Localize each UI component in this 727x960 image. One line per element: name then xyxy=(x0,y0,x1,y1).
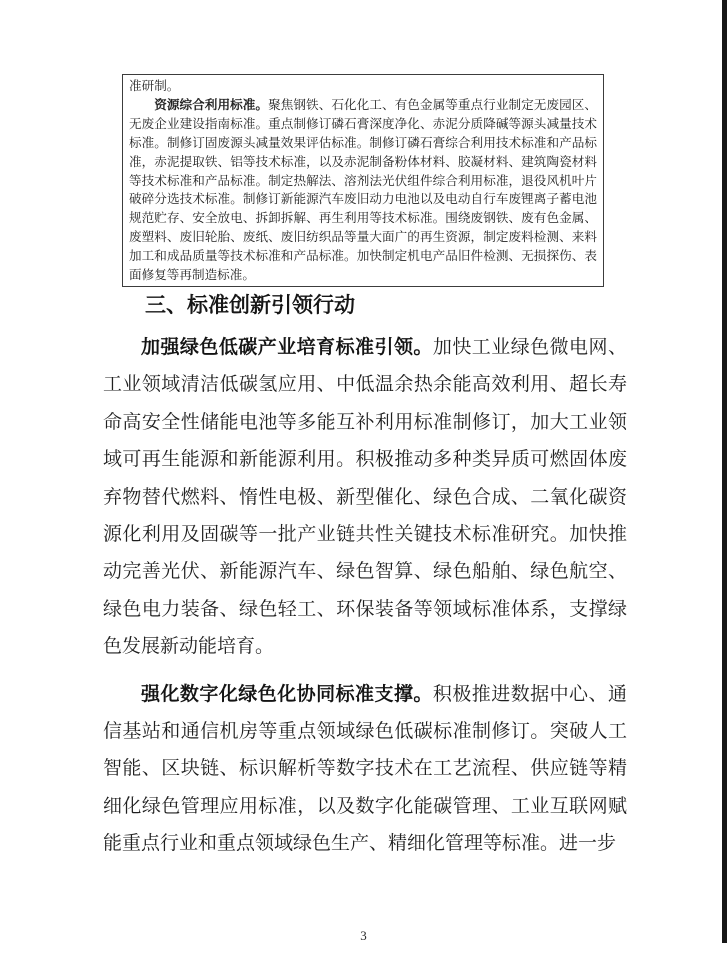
paragraph-green-industry xyxy=(103,329,627,666)
paragraph-green-industry-bold-lead: 加强绿色低碳产业培育标准引领。 xyxy=(141,337,433,358)
note-paragraph xyxy=(129,96,597,285)
note-paragraph-text: 聚焦钢铁、石化化工、有色金属等重点行业制定无废园区、无废企业建设指南标准。重点制修订磷石膏深度净化、赤泥分质降碱等源头减量技术标准。制修订固废源头减量效果评估标准。制修订磷石膏综合利用技术标准和产品标准，赤泥提取铁、铝等技术标准，以及赤泥制备粉体材料、胶凝材料、建筑陶瓷材料等技术标准和产品标准。制定热解法、溶剂法光伏组件综合利用标准，退役风机叶片破碎分选技术标准。制修订新能源汽车废旧动力电池以及电动自行车废锂离子蓄电池规范贮存、安全放电、拆卸拆解、再生利用等技术标准。围绕废钢铁、废有色金属、废塑料、废旧轮胎、废纸、废旧纺织品等量大面广的再生资源，制定废料检测、来料加工和成品质量等技术标准和产品标准。加快制定机电产品旧件检测、无损探伤、表面修复等再制造标准。 xyxy=(129,97,598,283)
paragraph-digital-green xyxy=(103,676,627,863)
carryover-line: 准研制。 xyxy=(129,79,180,93)
scan-edge-strip xyxy=(722,0,727,943)
section-heading: 三、标准创新引领行动 xyxy=(145,294,355,317)
main-content xyxy=(103,286,627,863)
note-paragraph-bold-lead: 资源综合利用标准。 xyxy=(154,97,269,112)
paragraph-digital-green-text: 积极推进数据中心、通信基站和通信机房等重点领域绿色低碳标准制修订。突破人工智能、区块链、标识解析等数字技术在工艺流程、供应链等精细化绿色管理应用标准，以及数字化能碳管理、工业互联网赋能重点行业和重点领域绿色生产、精细化管理等标准。进一步 xyxy=(103,683,627,855)
resource-utilization-note-box xyxy=(122,74,604,287)
paragraph-green-industry-text: 加快工业绿色微电网、工业领域清洁低碳氢应用、中低温余热余能高效利用、超长寿命高安全性储能电池等多能互补利用标准制修订，加大工业领域可再生能源和新能源利用。积极推动多种类异质可燃固体废弃物替代燃料、惰性电极、新型催化、绿色合成、二氧化碳资源化利用及固碳等一批产业链共性关键技术标准研究。加快推动完善光伏、新能源汽车、绿色智算、绿色船舶、绿色航空、绿色电力装备、绿色轻工、环保装备等领域标准体系，支撑绿色发展新动能培育。 xyxy=(103,337,627,658)
page-number: 3 xyxy=(360,928,367,943)
paragraph-digital-green-bold-lead: 强化数字化绿色化协同标准支撑。 xyxy=(141,683,433,705)
